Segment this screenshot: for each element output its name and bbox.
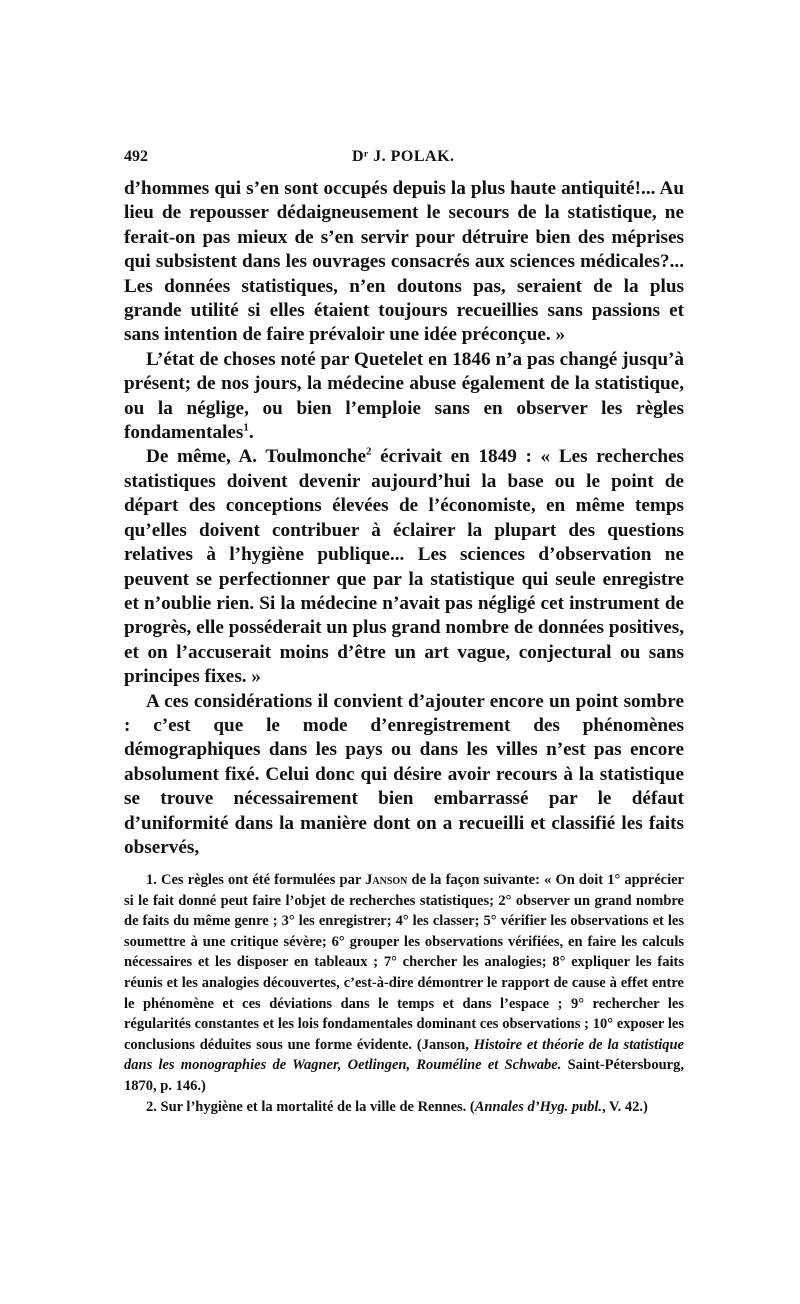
footnote-text: Saint-Pétersbourg, 1870, p. 146.) — [124, 1057, 684, 1094]
footnote-text: , V. 42.) — [602, 1098, 648, 1115]
paragraph — [124, 177, 684, 348]
footnote-reference: 1 — [243, 421, 249, 434]
footnote-2 — [124, 1097, 684, 1118]
paragraph — [124, 348, 684, 446]
paragraph-end: . — [248, 422, 254, 444]
paragraph-text: L’état de choses noté par Quetelet en 1846 n’a pas changé jusqu’à présent; de nos jours, la médecine abuse également de la statistique, ou la néglige, ou bien l’emploie sans en observer les règles fondamentales — [124, 348, 684, 444]
paragraph-text: écrivait en 1849 : « Les recherches statistiques doivent devenir aujourd’hui la base ou le point de départ des conceptions élevées de l’économiste, en même temps qu’elles doivent contribuer à éclairer la plupart des questions relatives à l’hygiène publique... Les sciences d’observation ne peuvent se perfectionner que par la statistique qui seule enregistre et n’oublie rien. Si la médecine n’avait pas négligé cet instrument de progrès, elle posséderait un plus grand nombre de données positives, et on l’accuserait moins d’être un art vague, conjectural ou sans principes fixes. » — [124, 446, 684, 688]
footnote-text: Sur l’hygiène et la mortalité de la ville de Rennes. ( — [156, 1098, 475, 1115]
running-head: Dʳ J. POLAK. — [352, 148, 455, 165]
paragraph-text: A ces considérations il convient d’ajouter encore un point sombre : c’est que le mode d’enregistrement des phénomènes démographiques dans les pays ou dans les villes n’est pas encore absolument fixé. Celui donc qui désire avoir recours à la statistique se trouve nécessairement bien embarrassé par le défaut d’uniformité dans la manière dont on a recueilli et classifié les faits observés, — [124, 690, 684, 858]
footnote-author: Janson — [365, 872, 408, 888]
paragraph — [124, 445, 684, 689]
paragraph-text: d’hommes qui s’en sont occupés depuis la plus haute antiquité!... Au lieu de repousser dédaigneusement le secours de la statistique, ne ferait-on pas mieux de s’en servir pour détruire bien des méprises qui subsistent dans les ouvrages consacrés aux sciences médicales?... Les données statistiques, n’en doutons pas, seraient de la plus grande utilité si elles étaient toujours recueillies sans passions et sans intention de faire prévaloir une idée préconçue. » — [124, 178, 684, 346]
footnote-journal: Annales d’Hyg. publ. — [474, 1098, 603, 1115]
page-header — [124, 148, 684, 172]
footnote-reference: 2 — [366, 446, 372, 459]
footnotes — [124, 870, 684, 1117]
footnote-1 — [124, 870, 684, 1097]
paragraph — [124, 690, 684, 861]
body-text — [124, 177, 684, 860]
footnote-text: Ces règles ont été formulées par — [156, 872, 366, 888]
footnote-number: 1. — [146, 872, 157, 888]
footnote-text: de la façon suivante: « On doit 1° apprécier si le fait donné peut faire l’objet de recherches statistiques; 2° observer un grand nombre de faits du même genre ; 3° les enregistrer; 4° les classer; 5° vérifier les observations et les soumettre à une critique sévère; 6° grouper les observations vérifiées, en faire les calculs nécessaires et les disposer en tableaux ; 7° chercher les analogies; 8° expliquer les faits réunis et les analogies découvertes, c’est-à-dire démontrer le rapport de cause à effet entre le phénomène et ces déviations dans le temps et dans l’espace ; 9° rechercher les régularités constantes et les lois fondamentales dominant ces observations ; 10° exposer les conclusions déduites sous une forme évidente. (Janson, — [124, 872, 684, 1053]
footnote-number: 2. — [146, 1098, 157, 1115]
page-number: 492 — [124, 148, 148, 165]
footnote-book-title: Histoire et théorie de la statistique dans les monographies de Wagner, Oetlingen, Rouméline et Schwabe. — [124, 1036, 684, 1074]
paragraph-start: De même, A. Toulmonche — [146, 446, 366, 468]
